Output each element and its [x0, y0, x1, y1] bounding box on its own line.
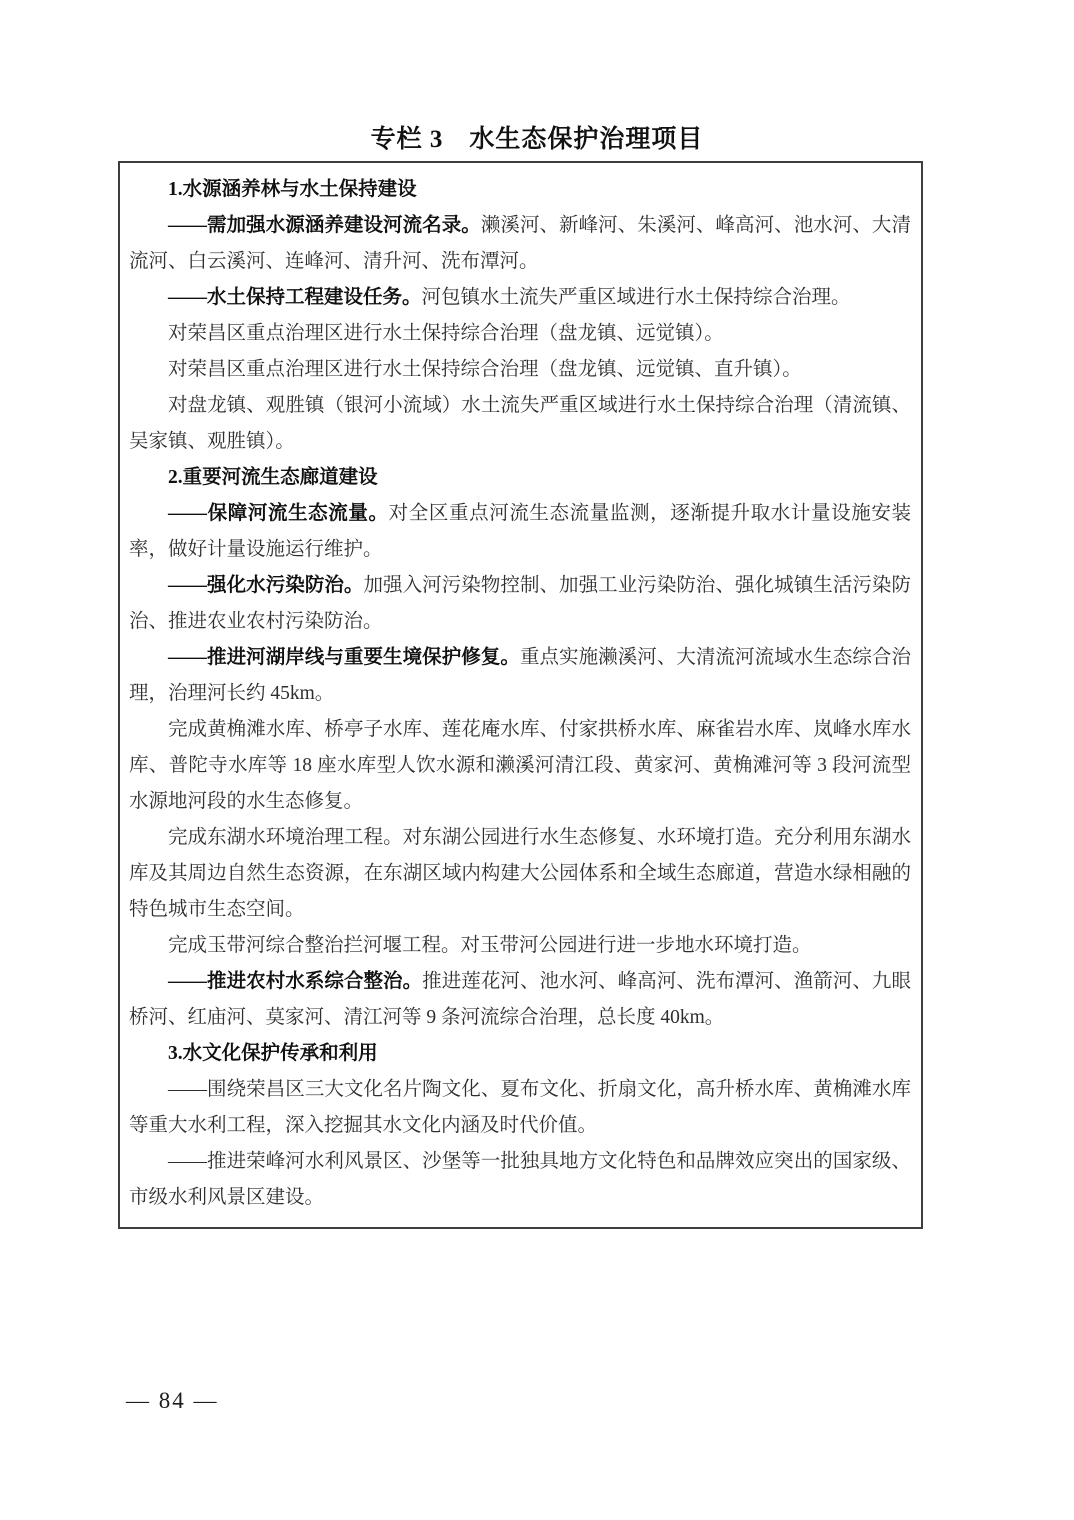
paragraph: ——强化水污染防治。加强入河污染物控制、加强工业污染防治、强化城镇生活污染防治、推进农业农村污染防治。 [129, 575, 911, 632]
section-heading: 2.重要河流生态廊道建设 [168, 467, 378, 488]
paragraph: ——推进农村水系综合整治。推进莲花河、池水河、峰高河、洗布潭河、渔箭河、九眼桥河、红庙河、莫家河、清江河等 9 条河流综合治理，总长度 40km。 [129, 971, 911, 1028]
paragraph-bold-lead: ——需加强水源涵养建设河流名录。 [168, 215, 481, 236]
paragraph-bold-lead: ——推进农村水系综合整治。 [168, 971, 423, 992]
paragraph: ——推进荣峰河水利风景区、沙堡等一批独具地方文化特色和品牌效应突出的国家级、市级水利风景区建设。 [129, 1151, 911, 1208]
box-title: 专栏 3 水生态保护治理项目 [370, 126, 704, 153]
paragraph: ——推进河湖岸线与重要生境保护修复。重点实施濑溪河、大清流河流域水生态综合治理，治理河长约 45km。 [129, 647, 911, 704]
paragraph-bold-lead: ——水土保持工程建设任务。 [168, 287, 422, 308]
paragraph: 对荣昌区重点治理区进行水土保持综合治理（盘龙镇、远觉镇）。 [168, 323, 724, 344]
paragraph: ——水土保持工程建设任务。河包镇水土流失严重区域进行水土保持综合治理。 [168, 287, 851, 308]
content-box [118, 161, 923, 1229]
paragraph: 完成东湖水环境治理工程。对东湖公园进行水生态修复、水环境打造。充分利用东湖水库及其周边自然生态资源，在东湖区域内构建大公园体系和全域生态廊道，营造水绿相融的特色城市生态空间。 [129, 827, 911, 920]
section-heading: 3.水文化保护传承和利用 [168, 1043, 378, 1064]
paragraph: 完成黄桷滩水库、桥亭子水库、莲花庵水库、付家拱桥水库、麻雀岩水库、岚峰水库水库、普陀寺水库等 18 座水库型人饮水源和濑溪河清江段、黄家河、黄桷滩河等 3 段河流型水源地河段的水生态修复。 [129, 719, 911, 812]
paragraph-bold-lead: ——推进河湖岸线与重要生境保护修复。 [168, 647, 520, 668]
paragraph: 完成玉带河综合整治拦河堰工程。对玉带河公园进行进一步地水环境打造。 [168, 935, 812, 956]
section-heading: 1.水源涵养林与水土保持建设 [168, 179, 417, 200]
paragraph-bold-lead: ——强化水污染防治。 [168, 575, 364, 596]
paragraph: ——围绕荣昌区三大文化名片陶文化、夏布文化、折扇文化，高升桥水库、黄桷滩水库等重大水利工程，深入挖掘其水文化内涵及时代价值。 [129, 1079, 911, 1136]
paragraph: ——需加强水源涵养建设河流名录。濑溪河、新峰河、朱溪河、峰高河、池水河、大清流河、白云溪河、连峰河、清升河、洗布潭河。 [129, 215, 911, 272]
paragraph: ——保障河流生态流量。对全区重点河流生态流量监测，逐渐提升取水计量设施安装率，做好计量设施运行维护。 [129, 503, 911, 560]
paragraph-bold-lead: ——保障河流生态流量。 [168, 503, 389, 524]
paragraph: 对荣昌区重点治理区进行水土保持综合治理（盘龙镇、远觉镇、直升镇）。 [168, 359, 802, 380]
paragraph: 对盘龙镇、观胜镇（银河小流域）水土流失严重区域进行水土保持综合治理（清流镇、吴家镇、观胜镇）。 [129, 395, 911, 452]
page-number: — 84 — [126, 1388, 219, 1413]
